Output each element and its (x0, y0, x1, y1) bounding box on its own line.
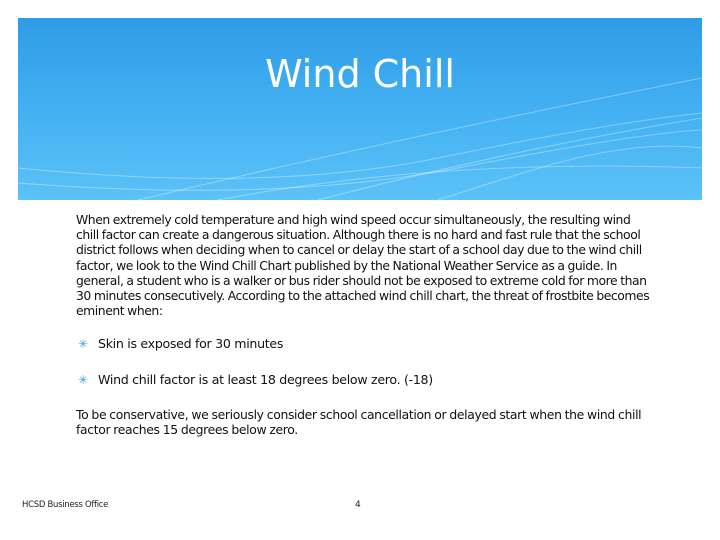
list-item (78, 336, 638, 352)
asterisk-bullet-icon: ✳ (78, 337, 88, 351)
intro-text-block (76, 212, 656, 318)
bullet-text: Skin is exposed for 30 minutes (98, 336, 284, 351)
closing-paragraph: To be conservative, we seriously consider school cancellation or delayed start when the wind chill factor reaches 15 degrees below zero. (76, 407, 642, 438)
bullet-list (78, 336, 638, 388)
list-item (78, 372, 638, 388)
slide-title: Wind Chill (265, 52, 455, 96)
intro-paragraph: When extremely cold temperature and high wind speed occur simultaneously, the resulting wind chill factor can create a dangerous situation. Although there is no hard and fast rule that the school district follows when deciding when to cancel or delay the start of a school day due to the wind chill factor, we look to the Wind Chill Chart published by the National Weather Service as a guide. In general, a student who is a walker or bus rider should not be exposed to extreme cold for more than 30 minutes consecutively. According to the attached wind chill chart, the threat of frostbite becomes eminent when: (76, 212, 650, 319)
title-banner (18, 18, 702, 200)
banner-decoration (18, 18, 702, 200)
asterisk-bullet-icon: ✳ (78, 373, 88, 387)
footer-label: HCSD Business Office (22, 500, 109, 510)
page-number: 4 (355, 500, 361, 510)
bullet-text: Wind chill factor is at least 18 degrees below zero. (-18) (98, 372, 433, 387)
